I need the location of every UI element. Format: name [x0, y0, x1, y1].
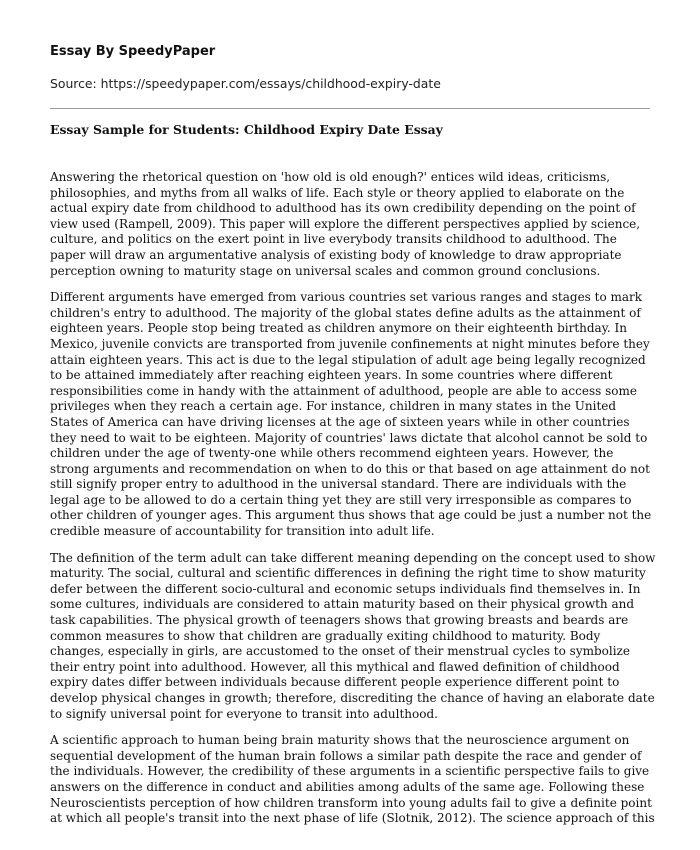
- essay-title: Essay Sample for Students: Childhood Expiry Date Essay: [50, 122, 443, 137]
- paragraph: A scientific approach to human being brain maturity shows that the neuroscience argument on sequential development of the human brain follows a similar path despite the race and gender of the individuals. However, the credibility of these arguments in a scientific perspective fails to give answers on the difference in conduct and abilities among adults of the same age. Following these Neuroscientists perception of how children transform into young adults fail to give a definite point at which all people's transit into the next phase of life (Slotnik, 2012). The science approach of this: [50, 733, 655, 826]
- header-divider: [50, 108, 650, 109]
- source-line: Source: https://speedypaper.com/essays/childhood-expiry-date: [50, 76, 441, 91]
- brand-title: Essay By SpeedyPaper: [50, 44, 216, 59]
- paragraph: Answering the rhetorical question on 'how old is old enough?' entices wild ideas, criticisms, philosophies, and myths from all walks of life. Each style or theory applied to elaborate on the actual expiry date from childhood to adulthood has its own credibility depending on the point of view used (Rampell, 2009). This paper will explore the different perspectives applied by science, culture, and politics on the exert point in live everybody transits childhood to adulthood. The paper will draw an argumentative analysis of existing body of knowledge to draw appropriate perception owning to maturity stage on universal scales and common ground conclusions.: [50, 170, 641, 278]
- document-header: [50, 43, 650, 92]
- paragraph: The definition of the term adult can take different meaning depending on the concept used to show maturity. The social, cultural and scientific differences in defining the right time to show maturity defer between the different socio-cultural and economic setups individuals find themselves in. In some cultures, individuals are considered to attain maturity based on their physical growth and task capabilities. The physical growth of teenagers shows that growing breasts and beards are common measures to show that children are gradually exiting childhood to maturity. Body changes, especially in girls, are accustomed to the onset of their menstrual cycles to symbolize their entry point into adulthood. However, all this mythical and flawed definition of childhood expiry dates differ between individuals because different people experience different point to develop physical changes in growth; therefore, discrediting the chance of having an elaborate date to signify universal point for everyone to transit into adulthood.: [50, 550, 656, 721]
- paragraph: Different arguments have emerged from various countries set various ranges and stages to mark children's entry to adulthood. The majority of the global states define adults as the attainment of eighteen years. People stop being treated as children anymore on their eighteenth birthday. In Mexico, juvenile convicts are transported from juvenile confinements at night minutes before they attain eighteen years. This act is due to the legal stipulation of adult age being legally recognized to be attained immediately after reaching eighteen years. In some countries where different responsibilities come in handy with the attainment of adulthood, people are able to access some privileges when they reach a certain age. For instance, children in many states in the United States of America can have driving licenses at the age of sixteen years while in other countries they need to wait to be eighteen. Majority of countries' laws dictate that alcohol cannot be sold to children under the age of twenty-one while others recommend eighteen years. However, the strong arguments and recommendation on when to do this or that based on age attainment do not still signify proper entry to adulthood in the universal standard. There are individuals with the legal age to be allowed to do a certain thing yet they are still very irresponsible as compares to other children of younger ages. This argument thus shows that age could be just a number not the credible measure of accountability for transition into adult life.: [50, 290, 652, 539]
- essay-body: [50, 170, 656, 838]
